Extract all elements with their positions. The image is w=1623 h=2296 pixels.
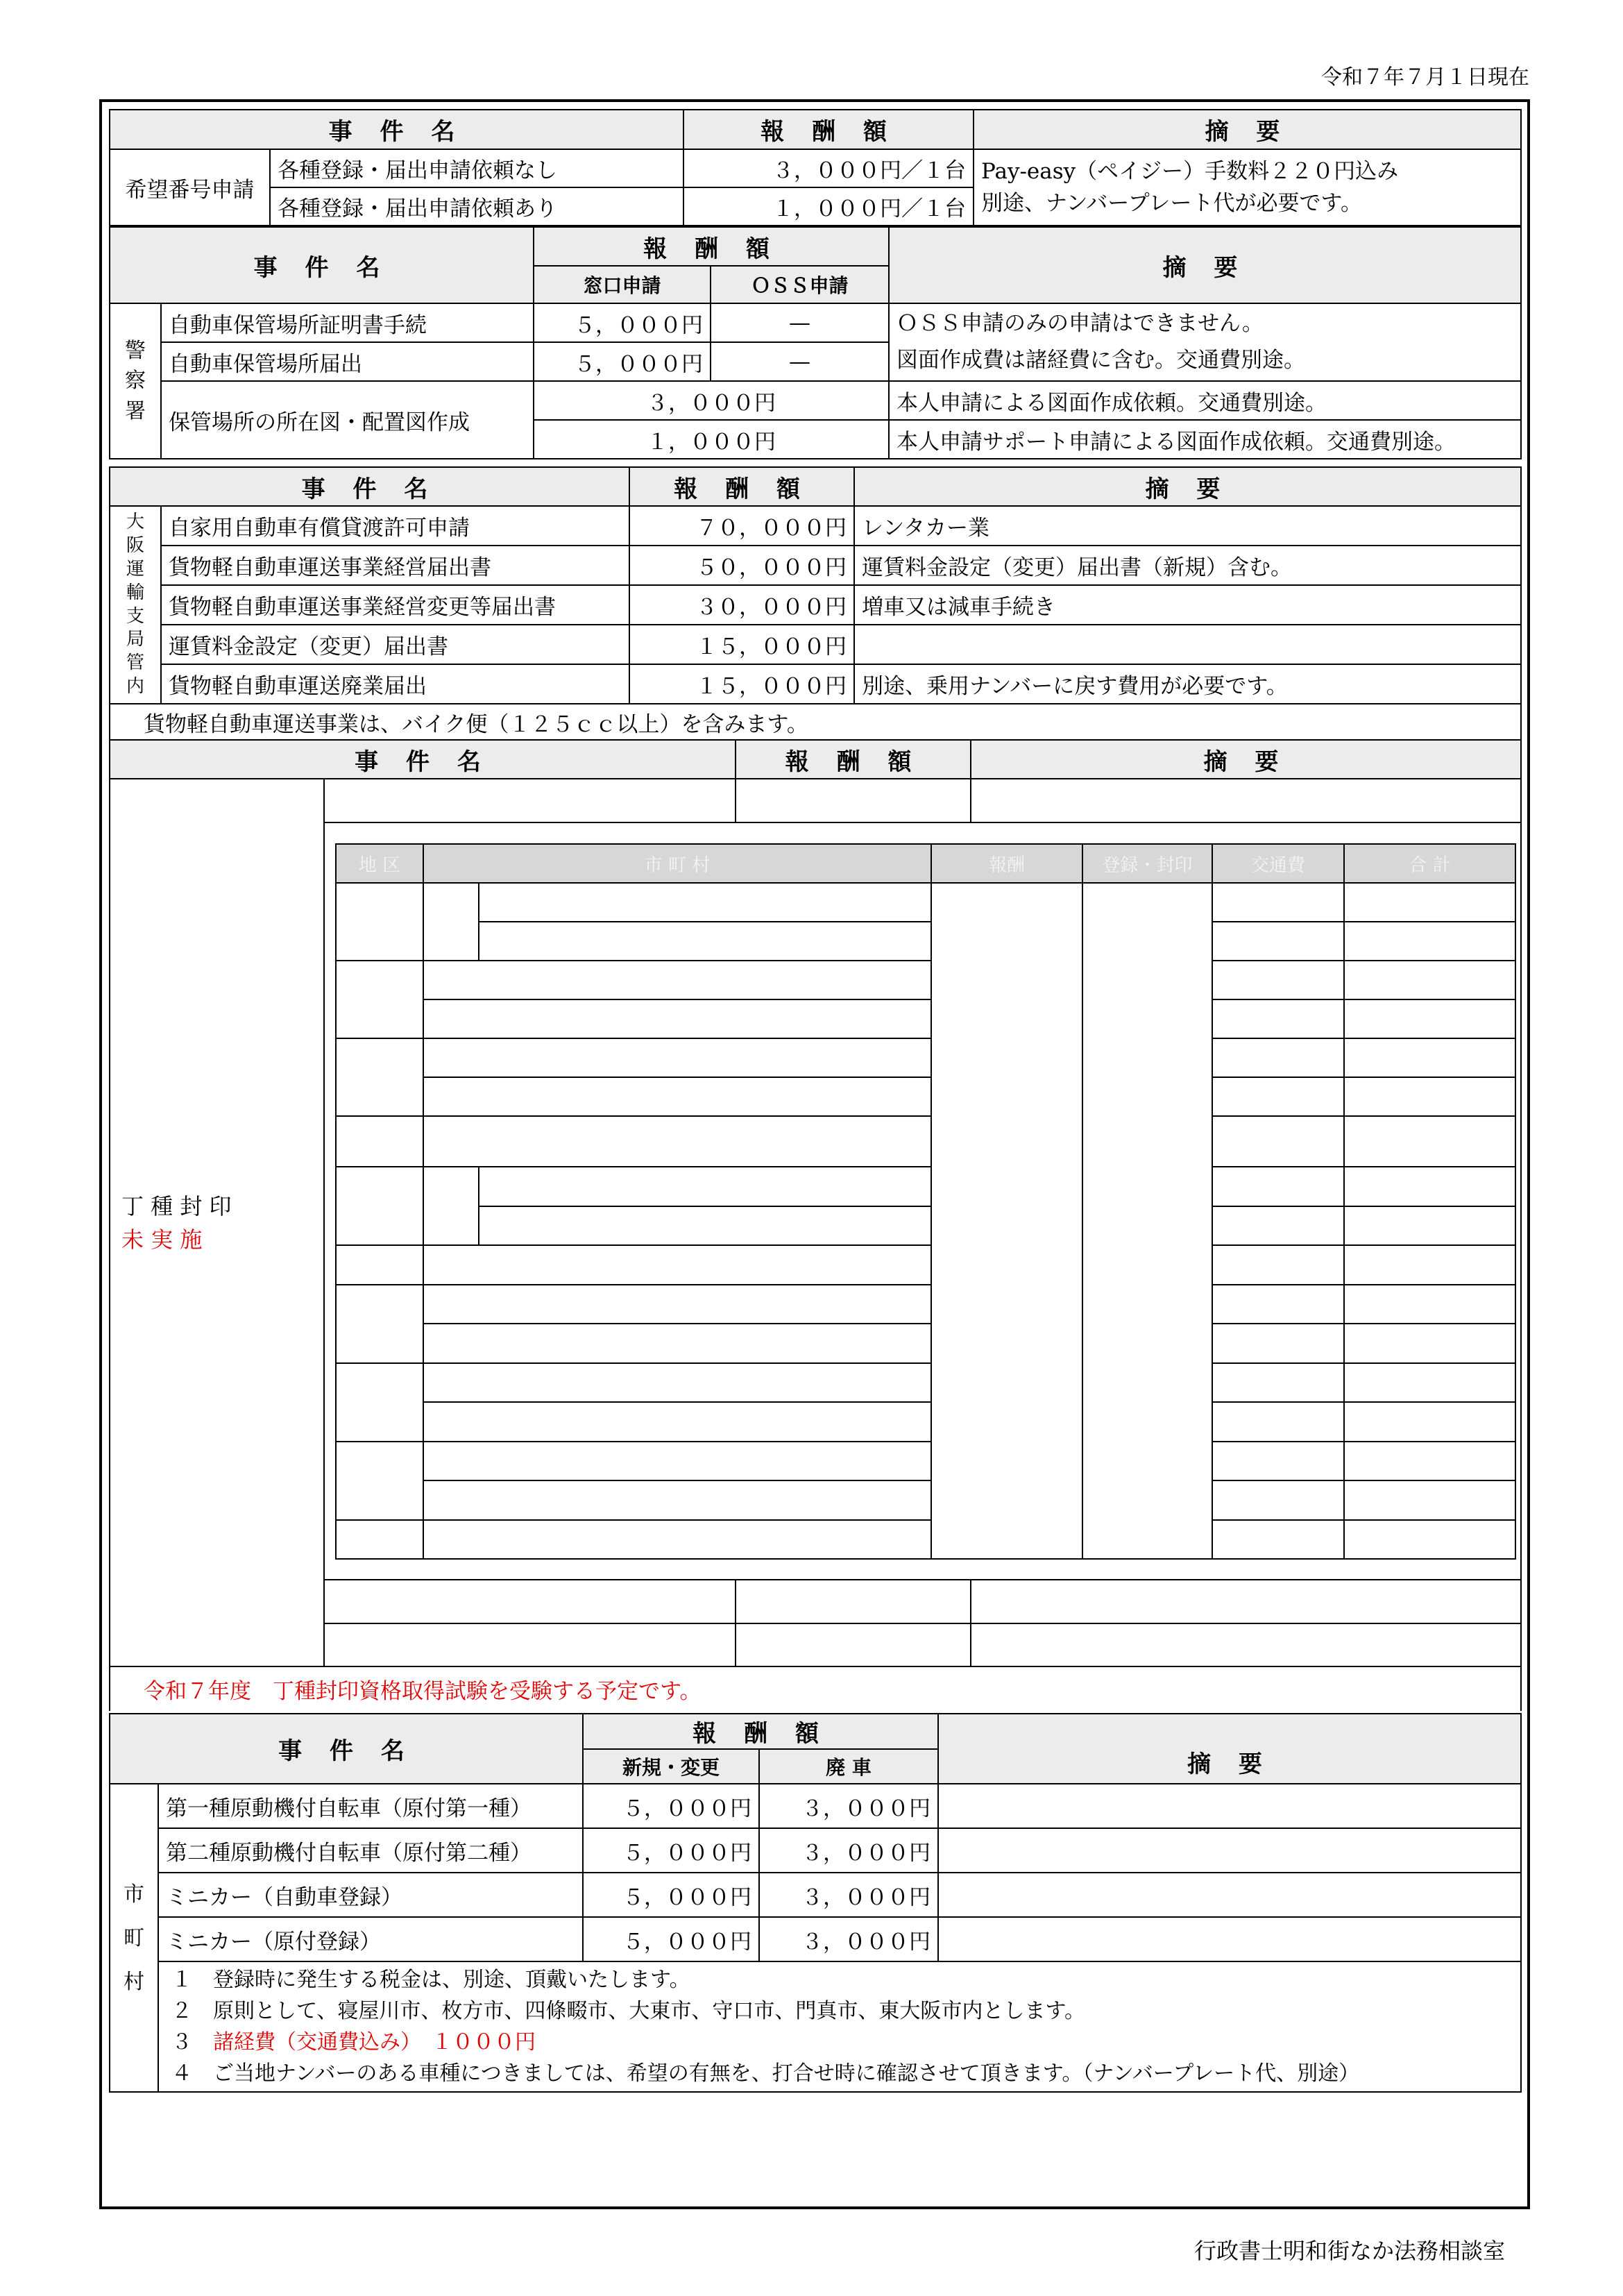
row-name: ミニカー（自動車登録） xyxy=(158,1873,583,1917)
header-new: 新規・変更 xyxy=(583,1749,759,1784)
inner-head: 合 計 xyxy=(1344,844,1515,883)
group-label-bureau: 大 阪 運 輸 支 局 管 内 xyxy=(110,506,161,704)
header-name: 事 件 名 xyxy=(110,1714,583,1784)
date-label: 令和７年７月１日現在 xyxy=(1321,65,1529,90)
inner-head: 登録・封印 xyxy=(1082,844,1212,883)
row-name: 自家用自動車有償貸渡許可申請 xyxy=(161,506,629,546)
row-new: ５，０００円 xyxy=(583,1828,759,1873)
row-note xyxy=(854,625,1521,664)
note-item: ２ 原則として、寝屋川市、枚方市、四條畷市、大東市、守口市、門真市、東大阪市内とします。 xyxy=(171,1999,1085,2023)
section-municipal xyxy=(109,1713,1522,2093)
section-transport-bureau xyxy=(109,466,1522,741)
inner-head: 報酬 xyxy=(931,844,1082,883)
note-item: ３ 諸経費（交通費込み） １０００円 xyxy=(171,2030,536,2054)
row-scrap: ３，０００円 xyxy=(759,1784,938,1828)
sealing-label: 丁 種 封 印 未 実 施 xyxy=(110,779,324,1666)
row-note xyxy=(974,149,1521,226)
row-scrap: ３，０００円 xyxy=(759,1828,938,1873)
row-name: 第一種原動機付自転車（原付第一種） xyxy=(158,1784,583,1828)
header-name: 事 件 名 xyxy=(110,740,736,779)
row-oss: — xyxy=(711,342,889,381)
group-label-municipal: 市 町 村 xyxy=(110,1784,158,2092)
sealing-inner-grid xyxy=(335,843,1516,1560)
header-note: 摘 要 xyxy=(854,467,1521,506)
row-name: 貨物軽自動車運送事業経営変更等届出書 xyxy=(161,585,629,625)
header-note: 摘 要 xyxy=(974,110,1521,149)
footnote: 貨物軽自動車運送事業は、バイク便（１２５ｃｃ以上）を含みます。 xyxy=(110,704,1521,741)
row-fee: ３，０００円 xyxy=(534,381,889,420)
row-note: 増車又は減車手続き xyxy=(854,585,1521,625)
header-fee: 報 酬 額 xyxy=(683,110,974,149)
header-oss: ＯＳＳ申請 xyxy=(711,266,889,303)
row-oss: — xyxy=(711,303,889,342)
note-item: １ 登録時に発生する税金は、別途、頂戴いたします。 xyxy=(171,1968,690,1992)
header-fee: 報 酬 額 xyxy=(736,740,971,779)
row-window: ５，０００円 xyxy=(534,303,711,342)
group-label-police: 警 察 署 xyxy=(110,303,161,459)
row-name: 自動車保管場所証明書手続 xyxy=(161,303,534,342)
note-line: 別途、ナンバープレート代が必要です。 xyxy=(981,191,1363,216)
header-note: 摘 要 xyxy=(938,1714,1521,1784)
row-scrap: ３，０００円 xyxy=(759,1873,938,1917)
sealing-footnote: 令和７年度 丁種封印資格取得試験を受験する予定です。 xyxy=(110,1666,1521,1711)
row-fee: ３０，０００円 xyxy=(629,585,854,625)
row-name: ミニカー（原付登録） xyxy=(158,1917,583,1961)
header-fee: 報 酬 額 xyxy=(583,1714,938,1749)
row-scrap: ３，０００円 xyxy=(759,1917,938,1961)
row-fee: ３，０００円／１台 xyxy=(683,149,974,187)
row-note: 運賃料金設定（変更）届出書（新規）含む。 xyxy=(854,546,1521,585)
row-name: 各種登録・届出申請依頼なし xyxy=(270,149,683,187)
header-fee: 報 酬 額 xyxy=(534,227,889,266)
municipal-notes xyxy=(158,1961,1521,2092)
row-fee: ７０，０００円 xyxy=(629,506,854,546)
row-note: レンタカー業 xyxy=(854,506,1521,546)
note-line: Pay-easy（ペイジー）手数料２２０円込み xyxy=(981,158,1399,184)
row-new: ５，０００円 xyxy=(583,1784,759,1828)
row-note: ＯＳＳ申請のみの申請はできません。 図面作成費は諸経費に含む。交通費別途。 xyxy=(889,303,1521,381)
header-name: 事 件 名 xyxy=(110,110,683,149)
row-fee: １５，０００円 xyxy=(629,664,854,704)
row-note: 本人申請による図面作成依頼。交通費別途。 xyxy=(889,381,1521,420)
row-fee: １，０００円／１台 xyxy=(683,187,974,226)
row-note: 別途、乗用ナンバーに戻す費用が必要です。 xyxy=(854,664,1521,704)
office-name: 行政書士明和街なか法務相談室 xyxy=(1193,2238,1505,2264)
inner-head: 交通費 xyxy=(1212,844,1344,883)
row-fee: ５０，０００円 xyxy=(629,546,854,585)
row-name: 貨物軽自動車運送事業経営届出書 xyxy=(161,546,629,585)
section-hope-number xyxy=(109,109,1522,226)
row-fee: １，０００円 xyxy=(534,420,889,459)
header-scrap: 廃 車 xyxy=(759,1749,938,1784)
row-new: ５，０００円 xyxy=(583,1917,759,1961)
note-item: ４ ご当地ナンバーのある車種につきましては、希望の有無を、打合せ時に確認させて頂きます。（ナンバープレート代、別途） xyxy=(171,2061,1360,2086)
row-fee: １５，０００円 xyxy=(629,625,854,664)
header-note: 摘 要 xyxy=(971,740,1521,779)
group-label: 希望番号申請 xyxy=(110,149,270,226)
row-name: 第二種原動機付自転車（原付第二種） xyxy=(158,1828,583,1873)
inner-head: 地 区 xyxy=(336,844,423,883)
header-note: 摘 要 xyxy=(889,227,1521,303)
row-note: 本人申請サポート申請による図面作成依頼。交通費別途。 xyxy=(889,420,1521,459)
row-name: 運賃料金設定（変更）届出書 xyxy=(161,625,629,664)
row-new: ５，０００円 xyxy=(583,1873,759,1917)
row-name: 自動車保管場所届出 xyxy=(161,342,534,381)
row-name: 各種登録・届出申請依頼あり xyxy=(270,187,683,226)
inner-head: 市 町 村 xyxy=(423,844,931,883)
row-window: ５，０００円 xyxy=(534,342,711,381)
header-name: 事 件 名 xyxy=(110,227,534,303)
header-fee: 報 酬 額 xyxy=(629,467,854,506)
section-police xyxy=(109,226,1522,459)
row-name: 貨物軽自動車運送廃業届出 xyxy=(161,664,629,704)
header-name: 事 件 名 xyxy=(110,467,629,506)
row-name: 保管場所の所在図・配置図作成 xyxy=(161,381,534,459)
header-window: 窓口申請 xyxy=(534,266,711,303)
